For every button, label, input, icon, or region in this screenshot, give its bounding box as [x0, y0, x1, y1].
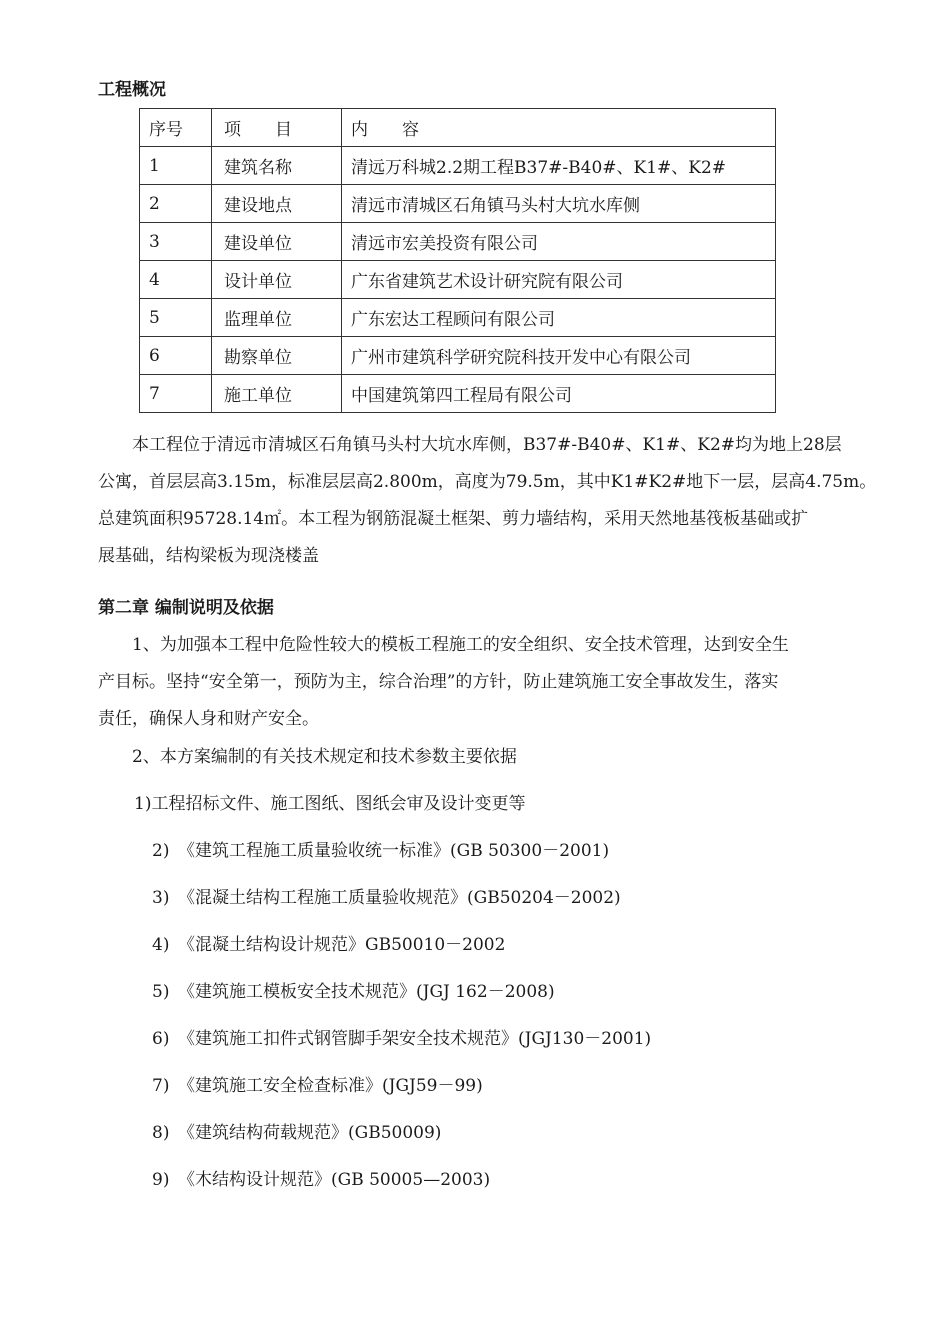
- chapter2-paragraph-2: 2、本方案编制的有关技术规定和技术参数主要依据: [98, 747, 517, 767]
- table-cell: 2: [140, 185, 212, 223]
- reference-text: 《建筑施工安全检查标准》(JGJ59－99): [178, 1076, 483, 1096]
- table-cell: 1: [140, 147, 212, 185]
- reference-text: 《混凝土结构工程施工质量验收规范》(GB50204－2002): [178, 888, 621, 908]
- reference-number: 6): [152, 1029, 170, 1049]
- reference-number: 8): [152, 1123, 170, 1143]
- reference-number: 3): [152, 888, 170, 908]
- reference-text: 《建筑结构荷载规范》(GB50009): [178, 1123, 442, 1143]
- table-cell: 监理单位: [212, 299, 342, 337]
- reference-number: 9): [152, 1170, 170, 1190]
- reference-number: 5): [152, 982, 170, 1002]
- table-cell: 建设单位: [212, 223, 342, 261]
- table-cell: 中国建筑第四工程局有限公司: [342, 375, 776, 413]
- reference-number: 4): [152, 935, 170, 955]
- reference-item: [152, 1075, 483, 1097]
- table-cell: 广东省建筑艺术设计研究院有限公司: [342, 261, 776, 299]
- reference-item: [152, 1169, 490, 1191]
- table-header-row: [140, 109, 776, 147]
- reference-item: [152, 887, 621, 909]
- table-row: [140, 375, 776, 413]
- table-row: [140, 299, 776, 337]
- reference-item: [152, 934, 505, 956]
- table-cell: 清远市宏美投资有限公司: [342, 223, 776, 261]
- table-cell: 设计单位: [212, 261, 342, 299]
- table-cell: 广州市建筑科学研究院科技开发中心有限公司: [342, 337, 776, 375]
- table-cell: 建设地点: [212, 185, 342, 223]
- table-cell: 施工单位: [212, 375, 342, 413]
- reference-number: 7): [152, 1076, 170, 1096]
- table-cell: 清远万科城2.2期工程B37#-B40#、K1#、K2#: [342, 147, 776, 185]
- chapter2-paragraph-1: [98, 627, 878, 738]
- reference-item: [152, 840, 609, 862]
- table-cell: 4: [140, 261, 212, 299]
- table-cell: 清远市清城区石角镇马头村大坑水库侧: [342, 185, 776, 223]
- table-header-cell: 序号: [140, 109, 212, 147]
- paragraph-line: 责任，确保人身和财产安全。: [98, 709, 319, 729]
- table-cell: 7: [140, 375, 212, 413]
- table-row: [140, 147, 776, 185]
- table-cell: 勘察单位: [212, 337, 342, 375]
- table-header-cell: 项 目: [212, 109, 342, 147]
- paragraph-line: 公寓，首层层高3.15m，标准层层高2.800m，高度为79.5m，其中K1#K2#地下一层，层高4.75m。: [98, 472, 877, 492]
- table-row: [140, 261, 776, 299]
- section-heading-chapter2: 第二章 编制说明及依据: [98, 598, 274, 618]
- project-overview-table: [139, 108, 776, 413]
- paragraph-line: 1、为加强本工程中危险性较大的模板工程施工的安全组织、安全技术管理，达到安全生: [98, 635, 789, 655]
- paragraph-line: 展基础，结构梁板为现浇楼盖: [98, 546, 319, 566]
- reference-item: [152, 1028, 651, 1050]
- table-header-cell: 内 容: [342, 109, 776, 147]
- reference-text: 《建筑施工扣件式钢管脚手架安全技术规范》(JGJ130－2001): [178, 1029, 652, 1049]
- table-row: [140, 185, 776, 223]
- table-row: [140, 337, 776, 375]
- basis-item-1: 1)工程招标文件、施工图纸、图纸会审及设计变更等: [134, 794, 526, 814]
- table-row: [140, 223, 776, 261]
- table-cell: 广东宏达工程顾问有限公司: [342, 299, 776, 337]
- table-cell: 6: [140, 337, 212, 375]
- reference-item: [152, 1122, 441, 1144]
- paragraph-line: 总建筑面积95728.14㎡。本工程为钢筋混凝土框架、剪力墙结构，采用天然地基筏板基础或扩: [98, 509, 809, 529]
- reference-number: 2): [152, 841, 170, 861]
- paragraph-line: 本工程位于清远市清城区石角镇马头村大坑水库侧，B37#-B40#、K1#、K2#均为地上28层: [98, 435, 842, 455]
- reference-text: 《木结构设计规范》(GB 50005—2003): [178, 1170, 491, 1190]
- section-heading-overview: 工程概况: [98, 80, 166, 100]
- reference-text: 《建筑施工模板安全技术规范》(JGJ 162－2008): [178, 982, 555, 1002]
- table-cell: 5: [140, 299, 212, 337]
- project-description: [98, 427, 878, 575]
- reference-text: 《建筑工程施工质量验收统一标准》(GB 50300－2001): [178, 841, 610, 861]
- reference-text: 《混凝土结构设计规范》GB50010－2002: [178, 935, 506, 955]
- table-cell: 3: [140, 223, 212, 261]
- paragraph-line: 产目标。坚持“安全第一，预防为主，综合治理”的方针，防止建筑施工安全事故发生，落实: [98, 672, 779, 692]
- reference-item: [152, 981, 555, 1003]
- table-cell: 建筑名称: [212, 147, 342, 185]
